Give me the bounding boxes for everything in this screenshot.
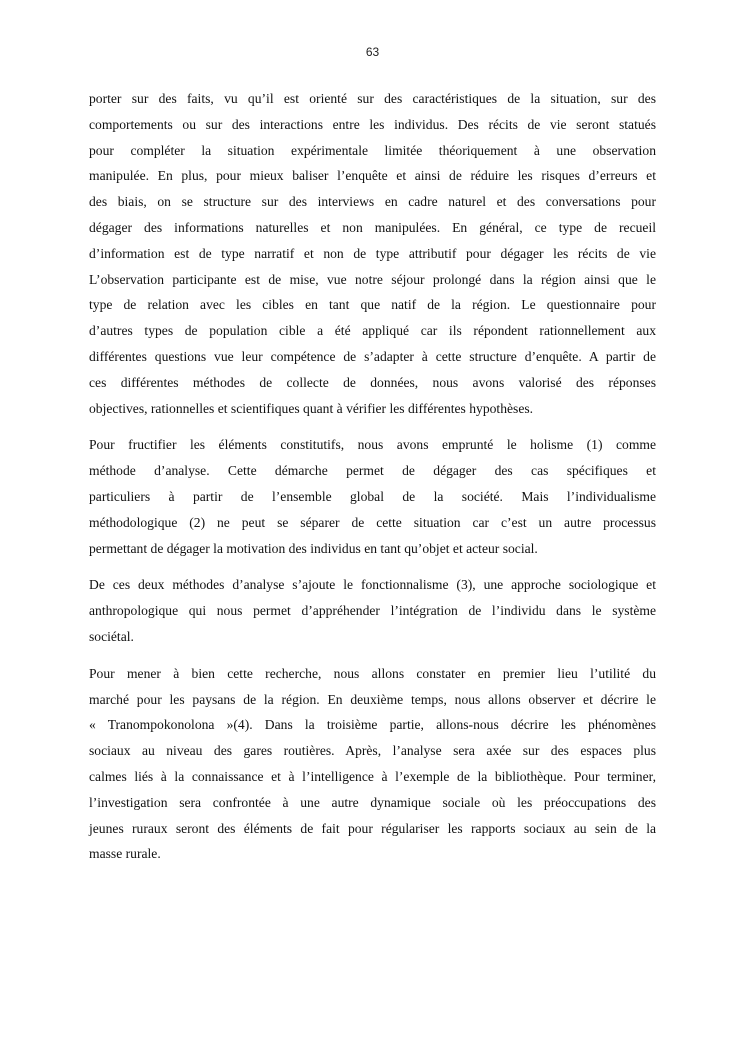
text-line: Pour mener à bien cette recherche, nous allons constater en premier lieu l’utilité du: [89, 665, 656, 681]
text-line: Pour fructifier les éléments constitutifs, nous avons emprunté le holisme (1) comme: [89, 437, 656, 453]
text-line: calmes liés à la connaissance et à l’intelligence à l’exemple de la bibliothèque. Pour terminer,: [89, 768, 656, 784]
text-line: « Tranompokonolona »(4). Dans la troisième partie, allons-nous décrire les phénomènes: [89, 717, 656, 733]
text-line: particuliers à partir de l’ensemble global de la société. Mais l’individualisme: [89, 488, 656, 504]
text-line: marché pour les paysans de la région. En deuxième temps, nous allons observer et décrire le: [89, 691, 656, 707]
text-line: comportements ou sur des interactions entre les individus. Des récits de vie seront statués: [89, 116, 656, 132]
text-line: méthode d’analyse. Cette démarche permet de dégager des cas spécifiques et: [89, 463, 656, 479]
text-line: méthodologique (2) ne peut se séparer de cette situation car c’est un autre processus: [89, 514, 656, 530]
text-line: anthropologique qui nous permet d’appréhender l’intégration de l’individu dans le système: [89, 603, 656, 619]
text-line: type de relation avec les cibles en tant que natif de la région. Le questionnaire pour: [89, 297, 656, 313]
text-line: permettant de dégager la motivation des individus en tant qu’objet et acteur social.: [89, 540, 538, 556]
text-line: d’autres types de population cible a été appliqué car ils répondent rationnellement aux: [89, 323, 656, 339]
text-line: L’observation participante est de mise, vue notre séjour prolongé dans la région ainsi que le: [89, 271, 656, 287]
text-line: porter sur des faits, vu qu’il est orienté sur des caractéristiques de la situation, sur des: [89, 91, 656, 106]
text-line: ces différentes méthodes de collecte de données, nous avons valorisé des réponses: [89, 374, 656, 390]
paragraph-functionalism: [89, 572, 656, 649]
text-line: différentes questions vue leur compétence de s’adapter à cette structure d’enquête. A partir de: [89, 348, 656, 364]
text-line: jeunes ruraux seront des éléments de fait pour régulariser les rapports sociaux au sein de la: [89, 820, 656, 836]
text-line: d’information est de type narratif et non de type attributif pour dégager les récits de vie: [89, 245, 656, 261]
text-line: pour compléter la situation expérimentale limitée théoriquement à une observation: [89, 142, 656, 158]
text-line: objectives, rationnelles et scientifiques quant à vérifier les différentes hypothèses.: [89, 400, 534, 416]
page-number: 63: [365, 45, 380, 59]
paragraph-holism: [89, 432, 656, 561]
text-line: sociaux au niveau des gares routières. Après, l’analyse sera axée sur des espaces plus: [89, 743, 656, 759]
text-line: sociétal.: [89, 628, 134, 644]
text-line: De ces deux méthodes d’analyse s’ajoute le fonctionnalisme (3), une approche sociologique et: [89, 577, 656, 593]
paragraph-research-plan: [89, 661, 656, 867]
text-line: dégager des informations naturelles et non manipulées. En général, ce type de recueil: [89, 219, 656, 235]
paragraph-methodology: [89, 86, 656, 421]
text-line: l’investigation sera confrontée à une autre dynamique sociale où les préoccupations des: [89, 794, 656, 810]
document-body: [89, 86, 656, 878]
text-line: manipulée. En plus, pour mieux baliser l’enquête et ainsi de réduire les risques d’erreurs et: [89, 168, 656, 184]
text-line: masse rurale.: [89, 846, 161, 862]
text-line: des biais, on se structure sur des interviews en cadre naturel et des conversations pour: [89, 194, 656, 210]
